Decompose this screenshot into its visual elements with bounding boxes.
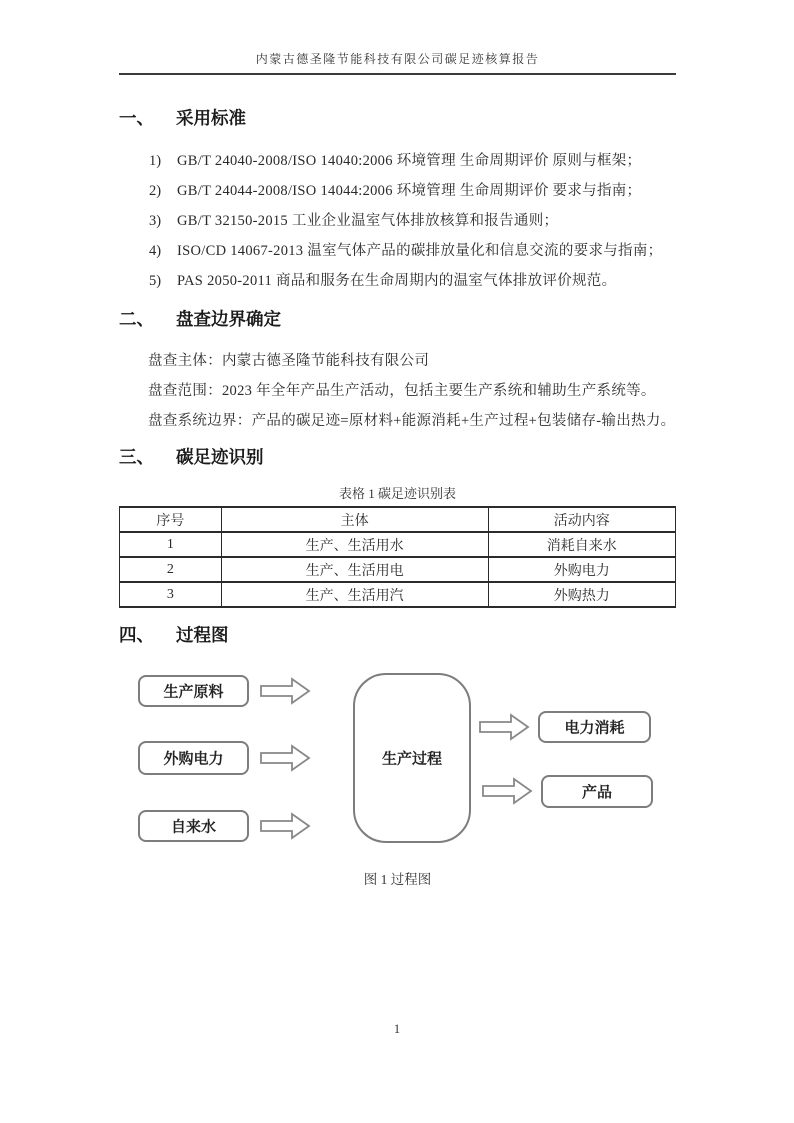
cell-activity: 消耗自来水 xyxy=(488,532,675,557)
cell-activity: 外购电力 xyxy=(488,557,675,582)
section-heading-boundary xyxy=(119,306,676,331)
list-item-text: GB/T 24044-2008/ISO 14044:2006 环境管理 生命周期评价 要求与指南； xyxy=(177,183,642,199)
arrow-right-icon xyxy=(261,679,309,703)
section-title: 碳足迹识别 xyxy=(176,446,264,467)
cell-no: 3 xyxy=(120,582,222,607)
diagram-label-production-process: 生产过程 xyxy=(381,750,443,768)
process-flow-diagram xyxy=(119,662,676,862)
column-header-subject: 主体 xyxy=(221,507,488,532)
list-item-text: ISO/CD 14067-2013 温室气体产品的碳排放量化和信息交流的要求与指南； xyxy=(177,243,663,259)
column-header-activity: 活动内容 xyxy=(488,507,675,532)
table-caption: 表格 1 碳足迹识别表 xyxy=(338,486,456,502)
cell-activity: 外购热力 xyxy=(488,582,675,607)
column-header-no: 序号 xyxy=(120,507,222,532)
list-item xyxy=(149,176,676,206)
table-row xyxy=(120,557,676,582)
list-item-marker: 2) xyxy=(149,183,162,199)
page-header xyxy=(119,0,676,75)
paragraph-system-boundary: 盘查系统边界：产品的碳足迹=原材料+能源消耗+生产过程+包装储存-输出热力。 xyxy=(148,412,676,429)
diagram-label-tap-water: 自来水 xyxy=(170,818,217,836)
diagram-label-purchased-electricity: 外购电力 xyxy=(163,750,224,768)
list-item-marker: 1) xyxy=(149,153,162,169)
cell-subject: 生产、生活用水 xyxy=(221,532,488,557)
section-heading-standards xyxy=(119,105,676,130)
list-item-marker: 3) xyxy=(149,213,162,229)
list-item xyxy=(149,146,676,176)
section-title: 采用标准 xyxy=(176,108,246,128)
list-item-text: PAS 2050-2011 商品和服务在生命周期内的温室气体排放评价规范。 xyxy=(177,273,617,289)
diagram-label-production-materials: 生产原料 xyxy=(163,683,224,701)
section-title: 过程图 xyxy=(176,625,229,646)
list-item xyxy=(149,236,676,266)
paragraph-inventory-subject: 盘查主体：内蒙古德圣隆节能科技有限公司 xyxy=(148,352,430,369)
section-heading-process-diagram xyxy=(119,622,676,647)
section-title: 盘查边界确定 xyxy=(176,309,281,329)
page-content xyxy=(119,0,676,888)
section-number: 三、 xyxy=(119,446,154,467)
section-heading-footprint-id xyxy=(119,444,676,469)
arrow-right-icon xyxy=(261,746,309,770)
header-rule xyxy=(119,73,676,75)
report-header-title: 内蒙古德圣隆节能科技有限公司碳足迹核算报告 xyxy=(255,52,540,66)
list-item-marker: 4) xyxy=(149,243,162,259)
arrow-right-icon xyxy=(483,779,531,803)
list-item-text: GB/T 24040-2008/ISO 14040:2006 环境管理 生命周期评价 原则与框架； xyxy=(177,153,642,169)
list-item-text: GB/T 32150-2015 工业企业温室气体排放核算和报告通则； xyxy=(177,213,559,229)
cell-no: 2 xyxy=(120,557,222,582)
page-number: 1 xyxy=(393,1022,401,1036)
list-item xyxy=(149,206,676,236)
section-number: 四、 xyxy=(119,625,154,646)
section-number: 一、 xyxy=(119,108,154,128)
table-row xyxy=(120,532,676,557)
diagram-label-electricity-consumption: 电力消耗 xyxy=(564,719,625,737)
cell-subject: 生产、生活用汽 xyxy=(221,582,488,607)
list-item-marker: 5) xyxy=(149,273,162,289)
footprint-identification-table xyxy=(119,506,676,608)
section-number: 二、 xyxy=(119,309,154,329)
paragraph-inventory-scope: 盘查范围：2023 年全年产品生产活动，包括主要生产系统和辅助生产系统等。 xyxy=(148,382,656,399)
cell-no: 1 xyxy=(120,532,222,557)
table-row xyxy=(120,582,676,607)
arrow-right-icon xyxy=(480,715,528,739)
table-header-row xyxy=(120,507,676,532)
boundary-paragraphs xyxy=(119,346,676,436)
arrow-right-icon xyxy=(261,814,309,838)
list-item xyxy=(149,266,676,296)
cell-subject: 生产、生活用电 xyxy=(221,557,488,582)
standards-list xyxy=(119,146,676,296)
figure-caption: 图 1 过程图 xyxy=(363,871,432,887)
diagram-label-product: 产品 xyxy=(581,783,613,801)
